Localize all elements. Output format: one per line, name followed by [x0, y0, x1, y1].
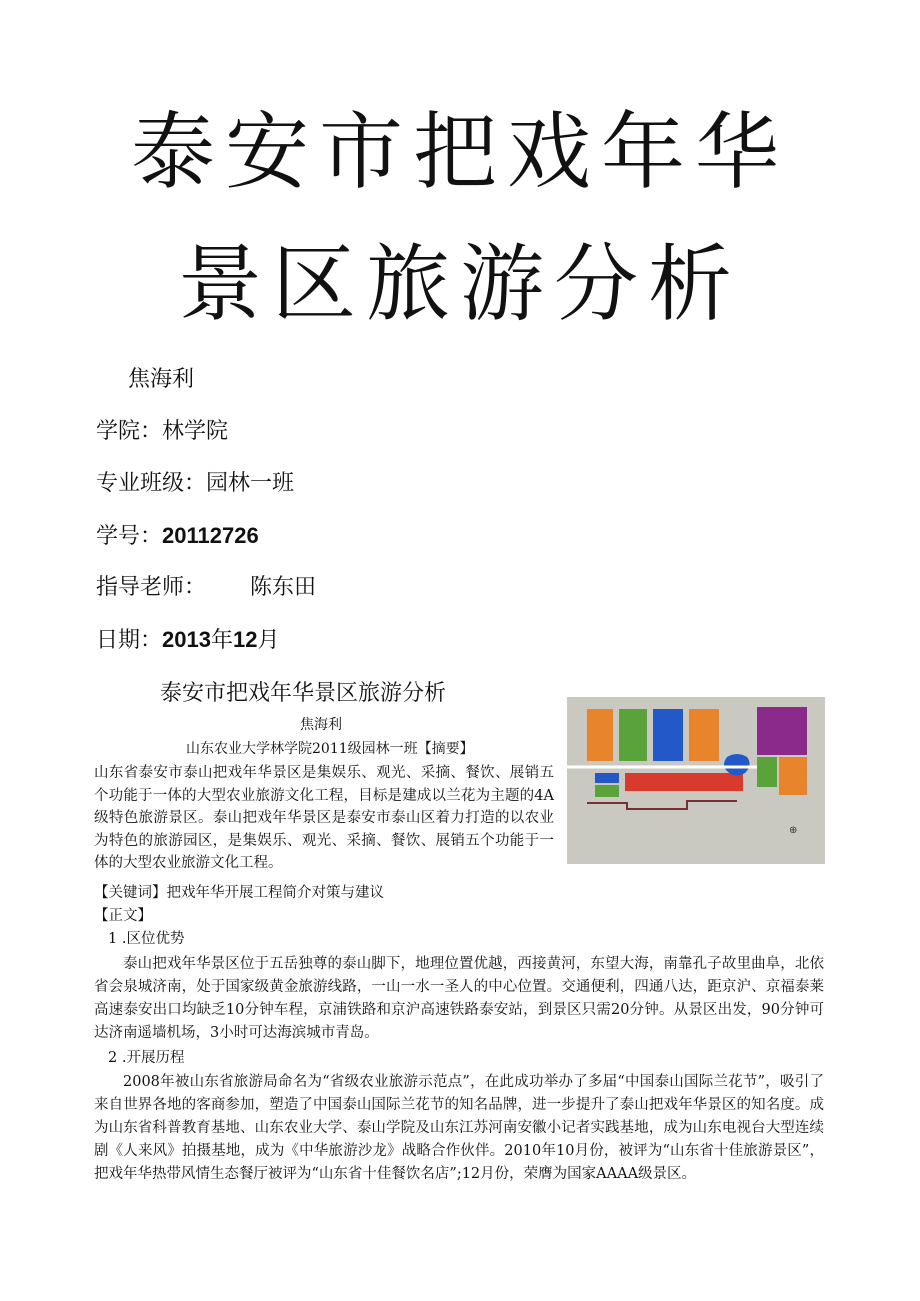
college-label: 学院：	[96, 419, 163, 444]
date-year: 2013	[162, 627, 211, 652]
article-title: 泰安市把戏年华景区旅游分析	[160, 681, 447, 706]
section1-paragraph: 泰山把戏年华景区位于五岳独尊的泰山脚下，地理位置优越，西接黄河，东望大海，南靠孔子故里曲阜，北依省会泉城济南，处于国家级黄金旅游线路，一山一水一圣人的中心位置。交通便利，四通八达，距京沪、京福泰莱高速泰安出口均缺乏10分钟车程，京浦铁路和京沪高速铁路泰安站，到景区只需20分钟。从景区出发，90分钟可达济南遥墙机场，3小时可达海滨城市青岛。	[94, 956, 824, 1041]
map-plot-7	[779, 757, 807, 795]
major-value: 园林一班	[206, 471, 295, 496]
section1-heading: 1 .区位优势	[108, 931, 185, 947]
college-value: 林学院	[162, 419, 229, 444]
map-plot-4	[689, 709, 719, 761]
article-author: 焦海利	[300, 717, 342, 733]
cover-title-line1: 泰安市把戏年华	[130, 103, 789, 201]
author-name: 焦海利	[128, 367, 195, 392]
scenic-area-map	[567, 697, 825, 864]
date-month-suffix: 月	[257, 628, 280, 653]
section2-paragraph: 2008年被山东省旅游局命名为“省级农业旅游示范点”，在此成功举办了多届“中国泰山国际兰花节”，吸引了来自世界各地的客商参加，塑造了中国泰山国际兰花节的知名品牌，进一步提升了泰山把戏年华景区的知名度。成为山东省科普教育基地、山东农业大学、泰山学院及山东江苏河南安徽小记者实践基地，成为山东电视台大型连续剧《人来风》拍摄基地，成为《中华旅游沙龙》战略合作伙伴。2010年10月份，被评为“山东省十佳旅游景区”，把戏年华热带风情生态餐厅被评为“山东省十佳餐饮名店”;12月份，荣膺为国家AAAA级景区。	[94, 1074, 824, 1182]
date-month: 12	[232, 627, 258, 652]
map-plot-1	[587, 709, 613, 761]
map-plot-3	[653, 709, 683, 761]
map-plot-8	[625, 773, 743, 791]
north-arrow-icon: ⊕	[789, 825, 798, 836]
student-id-row	[96, 522, 259, 551]
abstract-text: 山东省泰安市泰山把戏年华景区是集娱乐、观光、采摘、餐饮、展销五个功能于一体的大型农业旅游文化工程，目标是建成以兰花为主题的4A级特色旅游景区。泰山把戏年华景区是泰安市泰山区着力打造的以农业为特色的旅游园区，是集娱乐、观光、采摘、餐饮、展销五个功能于一体的大型农业旅游文化工程。	[94, 765, 554, 871]
major-label: 专业班级：	[96, 471, 207, 496]
map-plot-9	[595, 773, 619, 783]
keywords: 【关键词】把戏年华开展工程简介对策与建议	[94, 885, 384, 901]
student-id-label: 学号：	[96, 524, 163, 549]
date-label: 日期：	[96, 628, 163, 653]
section2-heading: 2 .开展历程	[108, 1050, 185, 1066]
major-row	[96, 470, 294, 498]
map-plot-6	[757, 757, 777, 787]
date-year-suffix: 年	[210, 628, 233, 653]
college-row	[96, 418, 228, 446]
date-row	[96, 626, 279, 655]
map-plot-5	[757, 707, 807, 755]
map-plot-2	[619, 709, 647, 761]
advisor-row	[96, 574, 316, 602]
map-plot-10	[595, 785, 619, 797]
advisor-label: 指导老师：	[96, 575, 207, 600]
cover-author	[128, 366, 194, 394]
body-label: 【正文】	[94, 908, 152, 924]
cover-title-line2: 景区旅游分析	[177, 235, 742, 333]
student-id-value: 20112726	[162, 523, 259, 548]
article-affiliation: 山东农业大学林学院2011级园林一班【摘要】	[186, 741, 474, 757]
advisor-value: 陈东田	[250, 575, 317, 600]
